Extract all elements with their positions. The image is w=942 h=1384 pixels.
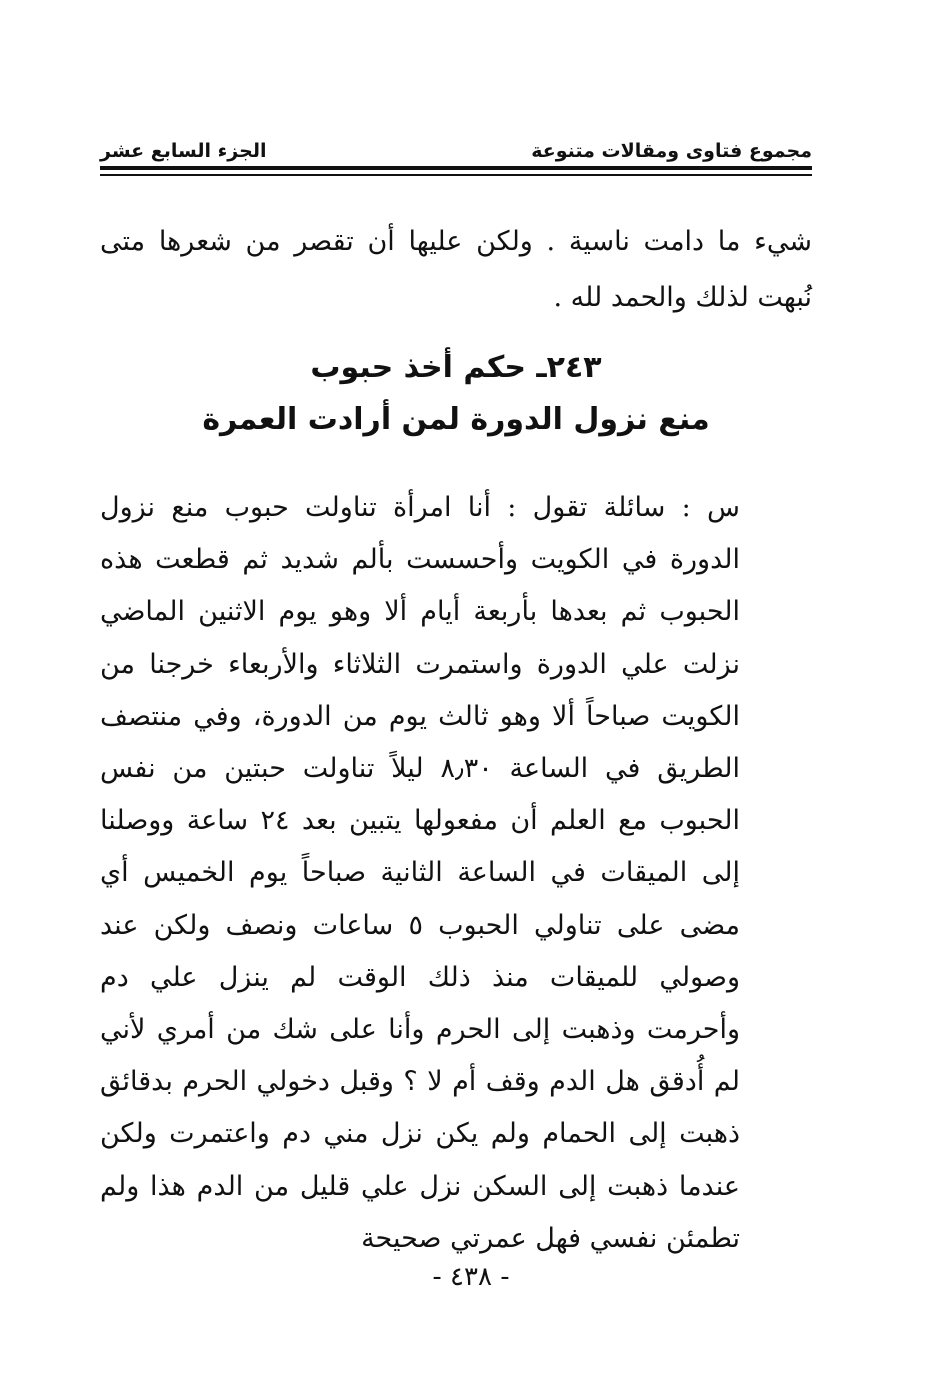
header-rule-thin [100,174,812,176]
continuation-paragraph: شيء ما دامت ناسية . ولكن عليها أن تقصر من شعرها متى نُبهت لذلك والحمد لله . [100,226,812,313]
page-number: - ٤٣٨ - [432,1262,510,1292]
section-heading [100,342,812,446]
book-title: مجموع فتاوى ومقالات متنوعة [531,140,812,162]
heading-line-2: منع نزول الدورة لمن أرادت العمرة [202,402,710,437]
volume-label: الجزء السابع عشر [100,140,267,162]
header-rule-thick [100,166,812,170]
question-paragraph: س : سائلة تقول : أنا امرأة تناولت حبوب منع نزول الدورة في الكويت وأحسست بألم شديد ثم قطعت هذه الحبوب ثم بعدها بأربعة أيام ألا وهو يوم الاثنين الماضي نزلت علي الدورة واستمرت الثلاثاء والأربعاء خرجنا من الكويت صباحاً ألا وهو ثالث يوم من الدورة، وفي منتصف الطريق في الساعة ٨٫٣٠ ليلاً تناولت حبتين من نفس الحبوب مع العلم أن مفعولها يتبين بعد ٢٤ ساعة ووصلنا إلى الميقات في الساعة الثانية صباحاً يوم الخميس أي مضى على تناولي الحبوب ٥ ساعات ونصف ولكن عند وصولي للميقات منذ ذلك الوقت لم ينزل علي دم وأحرمت وذهبت إلى الحرم وأنا على شك من أمري لأني لم أُدقق هل الدم وقف أم لا ؟ وقبل دخولي الحرم بدقائق ذهبت إلى الحمام ولم يكن نزل مني دم واعتمرت ولكن عندما ذهبت إلى السكن نزل علي قليل من الدم هذا ولم تطمئن نفسي فهل عمرتي صحيحة [100,492,740,1254]
running-header [100,132,812,162]
heading-line-1: ٢٤٣ـ حكم أخذ حبوب [310,350,602,385]
